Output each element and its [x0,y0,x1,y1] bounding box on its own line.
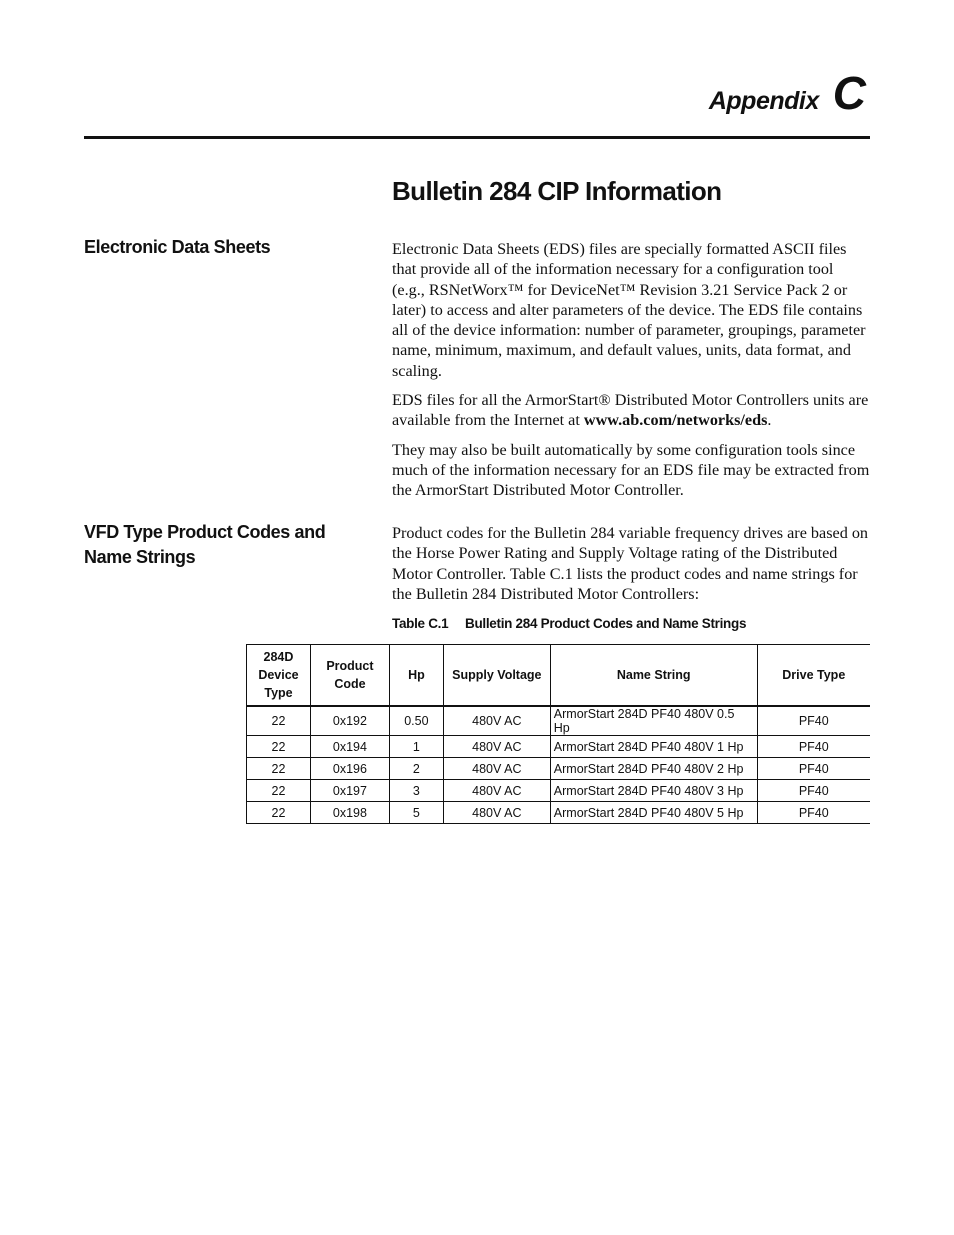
cell-name-string: ArmorStart 284D PF40 480V 2 Hp [550,758,757,780]
table-row [247,802,871,824]
cell-name-string: ArmorStart 284D PF40 480V 3 Hp [550,780,757,802]
page-title: Bulletin 284 CIP Information [392,176,722,206]
cell-product-code: 0x194 [310,736,389,758]
table-caption [392,616,746,631]
eds-paragraph-2 [392,390,870,431]
header-device-type: 284D Device Type [247,645,311,707]
cell-name-string: ArmorStart 284D PF40 480V 5 Hp [550,802,757,824]
eds-paragraph-2-text: EDS files for all the ArmorStart® Distributed Motor Controllers units are available from the Internet at [392,391,869,430]
header-drive-type: Drive Type [757,645,870,707]
eds-section-body [392,239,870,510]
cell-supply-voltage: 480V AC [443,736,550,758]
cell-hp: 0.50 [389,706,443,736]
table-row [247,706,871,736]
cell-product-code: 0x192 [310,706,389,736]
cell-device-type: 22 [247,706,311,736]
eds-paragraph-1: Electronic Data Sheets (EDS) files are specially formatted ASCII files that provide all of the information necessary for a configuration tool (e.g., RSNetWorx™ for DeviceNet™ Revision 3.21 Service Pack 2 or later) to access and alter parameters of the device. The EDS file contains all of the device information: number of parameter, groupings, parameter name, minimum, maximum, and default values, units, data format, and scaling. [392,240,866,380]
appendix-header [708,67,866,119]
table-header-row [247,645,871,707]
eds-paragraph-2-end: . [767,411,772,430]
cell-device-type: 22 [247,758,311,780]
cell-hp: 2 [389,758,443,780]
cell-device-type: 22 [247,736,311,758]
cell-product-code: 0x198 [310,802,389,824]
appendix-word: Appendix [708,87,819,115]
table-row [247,780,871,802]
product-codes-table [246,644,870,824]
eds-paragraph-3: They may also be built automatically by some configuration tools since much of the information necessary for an EDS file may be extracted from the ArmorStart Distributed Motor Controller. [392,440,870,500]
cell-supply-voltage: 480V AC [443,780,550,802]
header-supply-voltage: Supply Voltage [443,645,550,707]
cell-name-string: ArmorStart 284D PF40 480V 0.5 Hp [550,706,757,736]
cell-name-string: ArmorStart 284D PF40 480V 1 Hp [550,736,757,758]
cell-drive-type: PF40 [757,736,870,758]
cell-hp: 3 [389,780,443,802]
appendix-letter: C [832,67,866,119]
vfd-paragraph-1: Product codes for the Bulletin 284 variable frequency drives are based on the Horse Power Rating and Supply Voltage rating of the Distributed Motor Controller. Table C.1 lists the product codes and name strings for the Bulletin 284 Distributed Motor Controllers: [392,524,869,603]
cell-hp: 1 [389,736,443,758]
section-heading-electronic-data-sheets: Electronic Data Sheets [84,237,271,257]
header-hp: Hp [389,645,443,707]
table-caption-label: Table C.1 [392,616,449,631]
table-row [247,758,871,780]
header-product-code: Product Code [310,645,389,707]
header-name-string: Name String [550,645,757,707]
cell-product-code: 0x197 [310,780,389,802]
table-caption-title: Bulletin 284 Product Codes and Name Strings [465,616,747,631]
section-heading-vfd-product-codes: VFD Type Product Codes and Name Strings [84,522,326,567]
cell-device-type: 22 [247,802,311,824]
vfd-section-body [392,523,870,613]
cell-drive-type: PF40 [757,802,870,824]
cell-supply-voltage: 480V AC [443,802,550,824]
cell-supply-voltage: 480V AC [443,758,550,780]
eds-url-link[interactable]: www.ab.com/networks/eds [583,411,768,430]
table-row [247,736,871,758]
cell-drive-type: PF40 [757,758,870,780]
cell-drive-type: PF40 [757,706,870,736]
cell-hp: 5 [389,802,443,824]
cell-drive-type: PF40 [757,780,870,802]
cell-supply-voltage: 480V AC [443,706,550,736]
header-rule [84,136,870,139]
cell-device-type: 22 [247,780,311,802]
cell-product-code: 0x196 [310,758,389,780]
